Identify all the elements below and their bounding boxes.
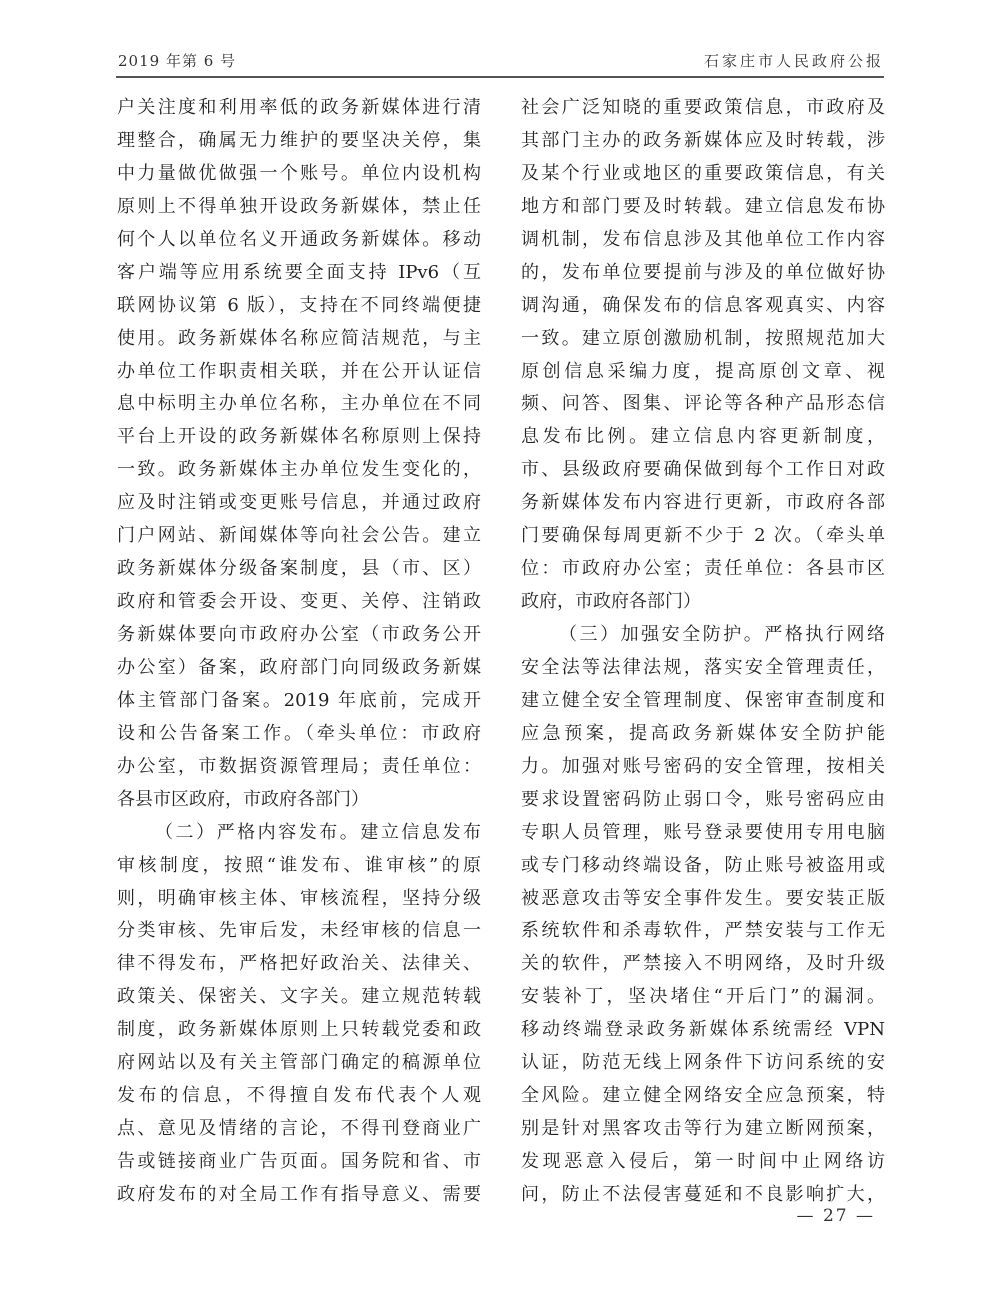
text-line: 发现恶意入侵后，第一时间中止网络访: [521, 1151, 885, 1172]
text-line: 地方和部门要及时转载。建立信息发布协: [521, 195, 885, 217]
text-line: 府网站以及有关主管部门确定的稿源单位: [117, 1052, 481, 1074]
text-line: 息发布比例。建立信息内容更新制度，: [521, 426, 885, 448]
text-line: 要求设置密码防止弱口令，账号密码应由: [521, 788, 885, 810]
text-line: 政务新媒体分级备案制度，县（市、区）: [117, 558, 481, 580]
text-line: 发布的信息，不得擅自发布代表个人观: [117, 1085, 481, 1107]
right-column: [521, 92, 885, 1212]
text-line: （二）严格内容发布。建立信息发布: [155, 821, 481, 843]
text-line: 专职人员管理，账号登录要使用专用电脑: [521, 821, 885, 843]
text-line: 体主管部门备案。2019 年底前，完成开: [117, 689, 481, 711]
text-line: 建立健全安全管理制度、保密审查制度和: [521, 689, 885, 711]
text-line: 政策关、保密关、文字关。建立规范转载: [117, 986, 481, 1008]
issue-number: 2019 年第 6 号: [118, 52, 237, 70]
text-line: 关的软件，严禁接入不明网络，及时升级: [521, 953, 885, 975]
text-line: 安装补丁，坚决堵住“开后门”的漏洞。: [521, 986, 885, 1008]
header-rule: [116, 76, 884, 78]
text-line: 系统软件和杀毒软件，严禁安装与工作无: [521, 920, 885, 942]
text-line: 门要确保每周更新不少于 2 次。（牵头单: [521, 525, 885, 547]
text-line: 审核制度，按照“谁发布、谁审核”的原: [117, 854, 481, 876]
text-line: 门户网站、新闻媒体等向社会公告。建立: [117, 525, 481, 547]
text-line: 调沟通，确保发布的信息客观真实、内容: [521, 294, 885, 316]
text-line: 调机制，发布信息涉及其他单位工作内容: [521, 228, 885, 250]
text-line: 全风险。建立健全网络安全应急预案，特: [521, 1085, 885, 1107]
text-line: 原则上不得单独开设政务新媒体，禁止任: [117, 195, 481, 217]
text-line: 政府和管委会开设、变更、关停、注销政: [117, 591, 481, 613]
text-line: 客户端等应用系统要全面支持 IPv6（互: [117, 261, 481, 283]
text-line: （三）加强安全防护。严格执行网络: [559, 624, 885, 645]
text-line: 告或链接商业广告页面。国务院和省、市: [117, 1151, 481, 1172]
page-number: — 27 —: [796, 1206, 875, 1226]
text-line: 点、意见及情绪的言论，不得刊登商业广: [117, 1118, 481, 1140]
text-line: 使用。政务新媒体名称应简洁规范，与主: [117, 327, 481, 349]
text-line: 务新媒体发布内容进行更新，市政府各部: [521, 492, 885, 514]
text-line: 位：市政府办公室；责任单位：各县市区: [521, 558, 885, 580]
text-line: 设和公告备案工作。（牵头单位：市政府: [117, 722, 481, 744]
text-line: 制度，政务新媒体原则上只转载党委和政: [117, 1019, 481, 1041]
text-line: 办单位工作职责相关联，并在公开认证信: [117, 360, 481, 382]
text-line: 律不得发布，严格把好政治关、法律关、: [117, 953, 481, 975]
publication-title: 石家庄市人民政府公报: [703, 52, 884, 70]
text-line: 理整合，确属无力维护的要坚决关停，集: [117, 129, 481, 151]
text-line: 政府发布的对全局工作有指导意义、需要: [117, 1183, 481, 1205]
text-line: 原创信息采编力度，提高原创文章、视: [521, 360, 885, 382]
text-line: 户关注度和利用率低的政务新媒体进行清: [117, 97, 481, 118]
text-line: 或专门移动终端设备，防止账号被盗用或: [521, 854, 885, 876]
text-line: 分类审核、先审后发，未经审核的信息一: [117, 920, 481, 942]
text-line: 力。加强对账号密码的安全管理，按相关: [521, 755, 885, 777]
text-line: 平台上开设的政务新媒体名称原则上保持: [117, 426, 481, 448]
text-line: 一致。政务新媒体主办单位发生变化的，: [117, 459, 481, 481]
text-line: 办公室）备案，政府部门向同级政务新媒: [117, 656, 481, 678]
text-line: 应及时注销或变更账号信息，并通过政府: [117, 492, 481, 514]
text-line: 则，明确审核主体、审核流程，坚持分级: [117, 887, 481, 909]
text-line: 及某个行业或地区的重要政策信息，有关: [521, 162, 885, 184]
text-line: 社会广泛知晓的重要政策信息，市政府及: [521, 97, 885, 118]
text-line: 何个人以单位名义开通政务新媒体。移动: [117, 228, 481, 250]
text-line: 的，发布单位要提前与涉及的单位做好协: [521, 261, 885, 283]
text-line: 市、县级政府要确保做到每个工作日对政: [521, 459, 885, 481]
text-line: 问，防止不法侵害蔓延和不良影响扩大，: [521, 1183, 885, 1205]
left-column: [117, 92, 481, 1212]
text-line: 认证，防范无线上网条件下访问系统的安: [521, 1052, 885, 1074]
text-line: 息中标明主办单位名称，主办单位在不同: [117, 393, 481, 415]
text-line: 频、问答、图集、评论等各种产品形态信: [521, 393, 885, 415]
text-line: 被恶意攻击等安全事件发生。要安装正版: [521, 887, 885, 909]
text-line: 别是针对黑客攻击等行为建立断网预案，: [521, 1118, 885, 1140]
text-line: 其部门主办的政务新媒体应及时转载，涉: [521, 129, 885, 151]
text-line: 一致。建立原创激励机制，按照规范加大: [521, 327, 885, 349]
text-line: 移动终端登录政务新媒体系统需经 VPN: [521, 1019, 885, 1041]
text-line: 各县市区政府，市政府各部门）: [117, 788, 369, 810]
text-line: 政府，市政府各部门）: [521, 591, 701, 613]
text-line: 中力量做优做强一个账号。单位内设机构: [117, 162, 481, 184]
text-line: 应急预案，提高政务新媒体安全防护能: [521, 722, 885, 744]
text-line: 务新媒体要向市政府办公室（市政务公开: [117, 624, 481, 645]
text-line: 安全法等法律法规，落实安全管理责任，: [521, 656, 885, 678]
text-line: 联网协议第 6 版），支持在不同终端便捷: [117, 294, 481, 316]
text-line: 办公室，市数据资源管理局；责任单位：: [117, 755, 481, 777]
